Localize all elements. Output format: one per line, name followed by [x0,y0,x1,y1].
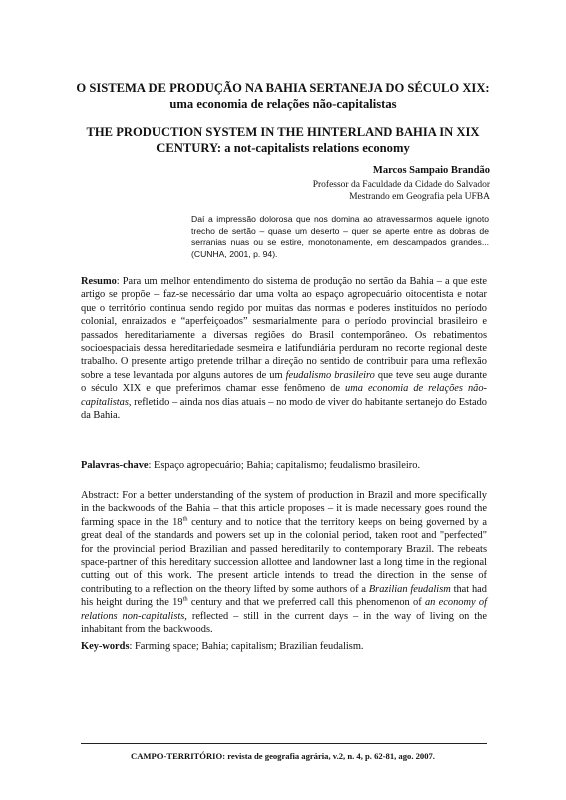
abstract-sup-2: th [182,595,188,603]
author-affiliation-1: Professor da Faculdade da Cidade do Salvador [312,179,490,190]
abstract-text-2: century and to notice that the territory keeps on being governed by a great deal of the standards and powers set up in the colonial period, taken root and "perfected" for the provincial period Brazilian and passed hereditarily to contemporary Brazil. The rebeats space-partner of this hereditary succession allottee and landowner last a long time in the regional cutting out of this work. The present article intends to tread the direction in the sense of contributing to a reflection on the theory lifted by some authors of a [81,516,487,595]
keywords-label: Key-words [81,641,130,652]
title-english: THE PRODUCTION SYSTEM IN THE HINTERLAND BAHIA IN XIX CENTURY: a not-capitalists relations economy [86,125,480,155]
abstract-paragraph [81,489,487,636]
abstract-sup-1: th [182,515,188,523]
footer-divider [81,743,487,744]
abstract-text-5: , reflected – still in the current days – in the way of living on the inhabitant from the backwoods. [81,610,487,636]
resumo-italic-1: feudalismo brasileiro [285,369,375,381]
author-block [313,165,490,204]
resumo-text-3: , refletido – ainda nos dias atuais – no modo de viver do habitante sertanejo do Estado da Bahia. [81,396,487,422]
palavras-chave-text: : Espaço agropecuário; Bahia; capitalismo; feudalismo brasileiro. [148,460,421,471]
abstract-text-3: that had his height during the 19 [81,583,487,609]
keywords-paragraph [81,640,487,653]
author-affiliation-2: Mestrando em Geografia pela UFBA [349,192,490,202]
abstract-text-4: century and that we preferred call this phenomenon of [187,597,425,609]
title-portuguese: O SISTEMA DE PRODUÇÃO NA BAHIA SERTANEJA DO SÉCULO XIX: uma economia de relações não-capitalistas [76,81,490,111]
resumo-text-2: que teve seu auge durante o século XIX e que preferimos chamar esse fenômeno de [81,369,488,395]
resumo-label: Resumo [81,276,117,287]
author-name: Marcos Sampaio Brandão [372,165,490,176]
palavras-chave-label: Palavras-chave [81,460,149,471]
footer-citation: CAMPO-TERRITÓRIO: revista de geografia agrária, v.2, n. 4, p. 62-81, ago. 2007. [131,751,435,761]
abstract-italic-2: an economy of relations non-capitalists [81,597,488,622]
epigraph: Daí a impressão dolorosa que nos domina ao atravessarmos aquele ignoto trecho de sertão – quase um deserto – quer se aperte entre as dobras de serranias nuas ou se estire, monotonamente, em descampados grandes... (CUNHA, 2001, p. 94). [191,214,489,259]
palavras-chave-paragraph [81,459,487,472]
resumo-italic-2: uma economia de relações não-capitalistas [81,383,487,408]
resumo-paragraph [81,275,487,422]
abstract-italic-1: Brazilian feudalism [368,583,451,595]
keywords-text: : Farming space; Bahia; capitalism; Brazilian feudalism. [129,641,364,652]
abstract-text-1: Abstract: For a better understanding of the system of production in Brazil and more specifically in the backwoods of the Bahia – that this article proposes – it is made necessary goes round the farming space in the 18 [81,490,487,528]
resumo-text-1: : Para um melhor entendimento do sistema de produção no sertão da Bahia – a que este artigo se propõe – faz-se necessário dar uma volta ao espaço agropecuário oitocentista e notar que o território continua sendo regido por muitas das normas e poderes instituídos no período colonial, enraizados e “aperfeiçoados” sesmarialmente para o período provincial brasileiro e passados hereditariamente a diversas regiões do Brasil contemporâneo. Os rebatimentos socioespaciais dessa hereditariedade sesmeira e latifundiária perduram no recorte regional deste trabalho. O presente artigo pretende trilhar a direção no sentido de contribuir para uma reflexão sobre a tese levantada por alguns autores de um [81,276,487,381]
